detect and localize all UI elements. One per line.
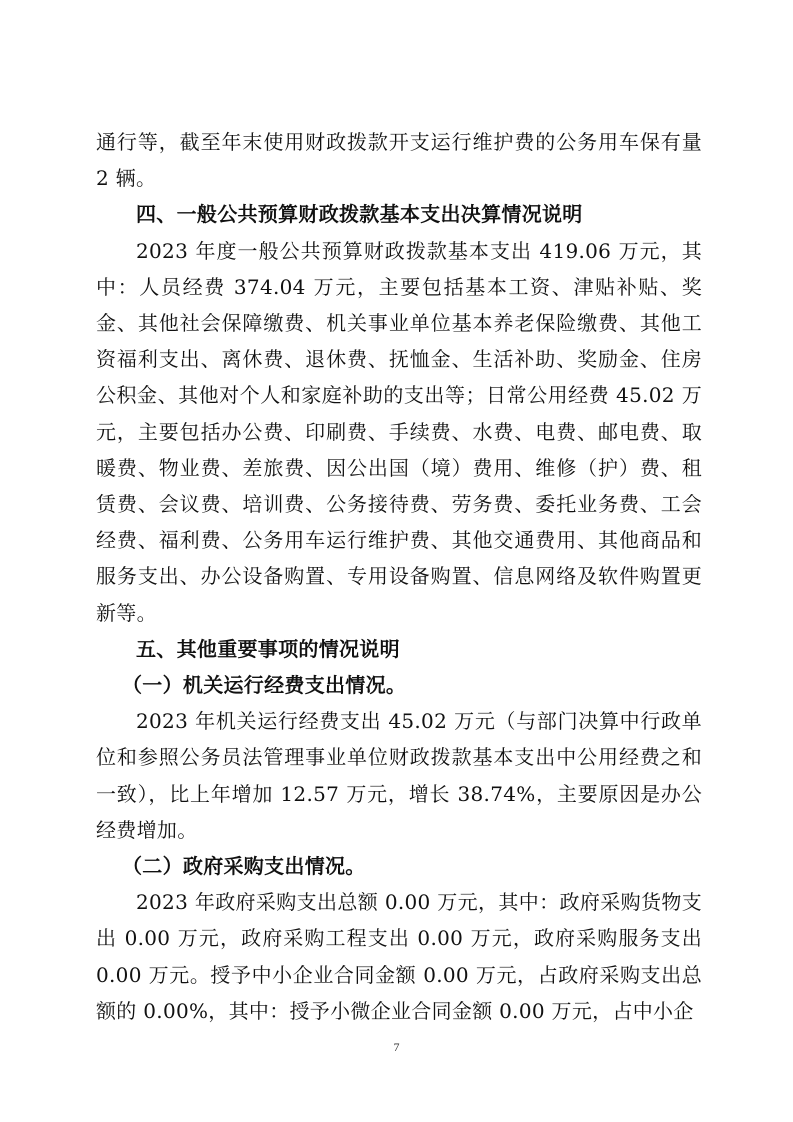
subsection-heading-2: （二）政府采购支出情况。 (122, 854, 366, 879)
section-heading-5: 五、其他重要事项的情况说明 (136, 636, 400, 661)
body-paragraph-vehicle: 通行等，截至年末使用财政拨款开支运行维护费的公务用车保有量 2 辆。 (96, 130, 702, 191)
body-paragraph-basic-expenditure: 2023 年度一般公共预算财政拨款基本支出 419.06 万元，其中：人员经费 374.04 万元，主要包括基本工资、津贴补贴、奖金、其他社会保障缴费、机关事业单位基本养老保险缴费、其他工资福利支出、离休费、退休费、抚恤金、生活补助、奖励金、住房公积金、其他对个人和家庭补助的支出等；日常公用经费 45.02 万元，主要包括办公费、印刷费、手续费、水费、电费、邮电费、取暖费、物业费、差旅费、因公出国（境）费用、维修（护）费、租赁费、会议费、培训费、公务接待费、劳务费、委托业务费、工会经费、福利费、公务用车运行维护费、其他交通费用、其他商品和服务支出、办公设备购置、专用设备购置、信息网络及软件购置更新等。 (96, 238, 702, 625)
section-heading-4: 四、一般公共预算财政拨款基本支出决算情况说明 (136, 202, 583, 227)
subsection-heading-1: （一）机关运行经费支出情况。 (122, 673, 407, 698)
document-page (96, 124, 702, 1029)
body-paragraph-procurement: 2023 年政府采购支出总额 0.00 万元，其中：政府采购货物支出 0.00 万元，政府采购工程支出 0.00 万元，政府采购服务支出 0.00 万元。授予中小企业合同金额 0.00 万元，占政府采购支出总额的 0.00%，其中：授予小微企业合同金额 0.00 万元，占中小企 (96, 890, 702, 1023)
body-paragraph-operating-costs: 2023 年机关运行经费支出 45.02 万元（与部门决算中行政单位和参照公务员法管理事业单位财政拨款基本支出中公用经费之和一致），比上年增加 12.57 万元，增长 38.74%，主要原因是办公经费增加。 (96, 709, 702, 842)
page-number: 7 (393, 1040, 400, 1054)
